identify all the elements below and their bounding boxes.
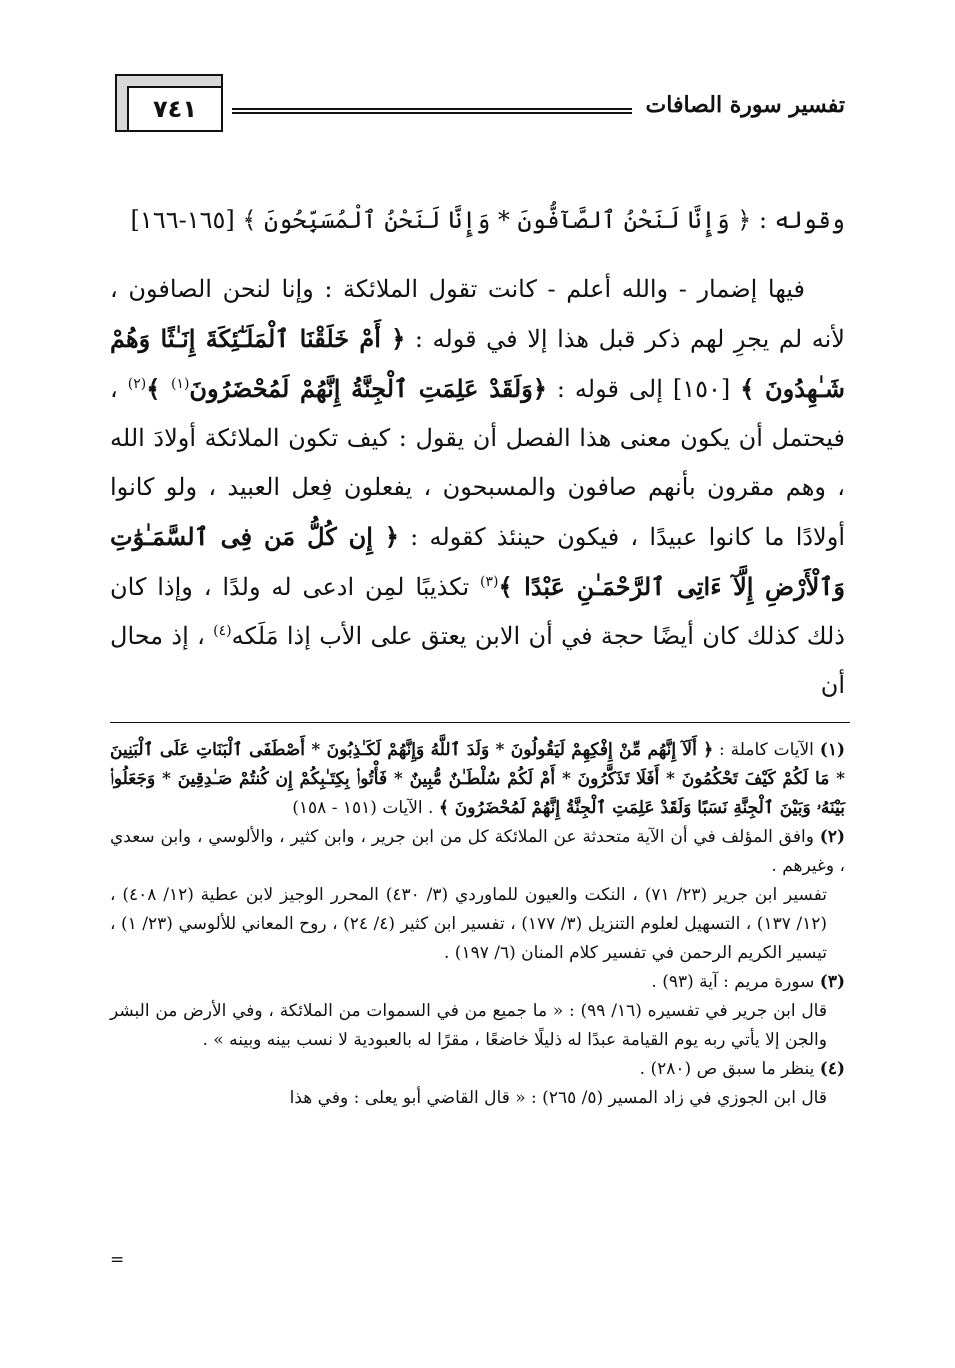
continuation-mark: =	[110, 1250, 125, 1270]
footnote-text: ينظر ما سبق ص (٢٨٠) .	[639, 1059, 815, 1079]
commentary-paragraph	[110, 265, 845, 710]
footnote-1	[110, 736, 845, 823]
footnote-number: (٢)	[819, 827, 845, 847]
quran-quote: ﴿وَلَقَدْ عَلِمَتِ ٱلْجِنَّةُ إِنَّهُمْ لَمُحْضَرُونَ	[189, 374, 547, 403]
footnote-source: قال ابن الجوزي في زاد المسير (٥/ ٢٦٥) : « قال القاضي أبو يعلى : وفي هذا	[289, 1088, 827, 1108]
header-rule	[232, 108, 632, 114]
footnote-ref: (٢)	[127, 376, 147, 392]
quran-quote: ﴿ إِن كُلُّ مَن فِى ٱلسَّمَـٰوَٰتِ وَٱلْأَرْضِ إِلَّآ ءَاتِى ٱلرَّحْمَـٰنِ عَبْدًا ﴾	[110, 522, 845, 601]
page-header	[0, 66, 955, 146]
footnote-text: الآيات كاملة :	[713, 740, 814, 760]
footnote-3	[110, 968, 845, 1055]
text-run: فيها إضمار - والله أعلم - كانت تقول الملائكة : وإنا لنحن الصافون ، لأنه لم يجرِ لهم ذكر قبل هذا إلا في قوله :	[110, 275, 845, 353]
page-number: ٧٤١	[153, 95, 197, 123]
footnote-number: (٤)	[819, 1059, 845, 1079]
footnote-source: تفسير ابن جرير (٢٣/ ٧١) ، النكت والعيون للماوردي (٣/ ٤٣٠) المحرر الوجيز لابن عطية (١٢/ ٤٠٨) ، (١٢/ ١٣٧) ، التسهيل لعلوم التنزيل (٣/ ١٧٧) ، تفسير ابن كثير (٤/ ٢٤) ، روح المعاني للألوسي (٢٣/ ١) ، تيسير الكريم الرحمن في تفسير كلام المنان (٦/ ١٩٧) .	[110, 885, 828, 963]
footnotes	[110, 736, 845, 1113]
footnote-number: (١)	[819, 740, 845, 760]
quran-quote: ﴿ أَمْ خَلَقْنَا ٱلْمَلَـٰٓئِكَةَ إِنَـٰثًا وَهُمْ شَـٰهِدُونَ ﴾	[110, 324, 846, 403]
verse-heading: وقوله : ﴿ وَإِنَّا لَنَحْنُ ٱلصَّآفُّونَ * وَإِنَّا لَنَحْنُ ٱلْمُسَبِّحُونَ ﴾ [١٦٥-١٦٦]	[130, 206, 845, 234]
text-run: ، إذ محال أن	[110, 622, 845, 699]
footnote-number: (٣)	[819, 972, 845, 992]
main-text	[110, 196, 845, 710]
footnote-separator	[110, 722, 850, 723]
footnote-ref: (٣)	[480, 574, 499, 590]
running-title: تفسير سورة الصافات	[645, 92, 845, 118]
footnote-4	[110, 1055, 845, 1113]
footnote-ref: (٤)	[213, 623, 232, 639]
footnote-2	[110, 823, 845, 968]
text-run: [١٥٠] إلى قوله :	[546, 375, 741, 403]
footnote-ref: (١)	[170, 376, 190, 392]
footnote-text: . الآيات (١٥١ - ١٥٨)	[292, 798, 439, 818]
quran-quote: ﴿ أَلَآ إِنَّهُم مِّنْ إِفْكِهِمْ لَيَقُولُونَ * وَلَدَ ٱللَّهُ وَإِنَّهُمْ لَكَـٰذِبُونَ * أَصْطَفَى ٱلْبَنَاتِ عَلَى ٱلْبَنِينَ * مَا لَكُمْ كَيْفَ تَحْكُمُونَ * أَفَلَا تَذَكَّرُونَ * أَمْ لَكُمْ سُلْطَـٰنٌ مُّبِينٌ * فَأْتُوا۟ بِكِتَـٰبِكُمْ إِن كُنتُمْ صَـٰدِقِينَ * وَجَعَلُوا۟ بَيْنَهُۥ وَبَيْنَ ٱلْجِنَّةِ نَسَبًا وَلَقَدْ عَلِمَتِ ٱلْجِنَّةُ إِنَّهُمْ لَمُحْضَرُونَ ﴾	[110, 740, 845, 818]
quran-bracket: ﴾	[146, 374, 171, 403]
footnote-source: قال ابن جرير في تفسيره (١٦/ ٩٩) : « ما جميع من في السموات من الملائكة ، وفي الأرض من البشر والجن إلا يأتي ربه يوم القيامة عبدًا له ذليلًا خاضعًا ، مقرًا له بالعبودية لا نسب بينه وبينه » .	[110, 1001, 827, 1050]
text-run: تكذيبًا لمِن ادعى له ولدًا ، وإذا كان ذلك كذلك كان أيضًا حجة في أن الابن يعتق على الأب إذا مَلَكه	[110, 573, 845, 650]
footnote-text: وافق المؤلف في أن الآية متحدثة عن الملائكة كل من ابن جرير ، وابن كثير ، والألوسي ، وابن سعدي ، وغيرهم .	[110, 827, 845, 876]
page-number-frame	[115, 74, 223, 132]
footnote-text: سورة مريم : آية (٩٣) .	[651, 972, 815, 992]
text-run: ، فيحتمل أن يكون معنى هذا الفصل أن يقول : كيف تكون الملائكة أولادَ الله ، وهم مقرون بأنهم صافون والمسبحون ، يفعلون فِعل العبيد ، ولو كانوا أولادًا ما كانوا عبيدًا ، فيكون حينئذ كقوله :	[110, 375, 845, 551]
